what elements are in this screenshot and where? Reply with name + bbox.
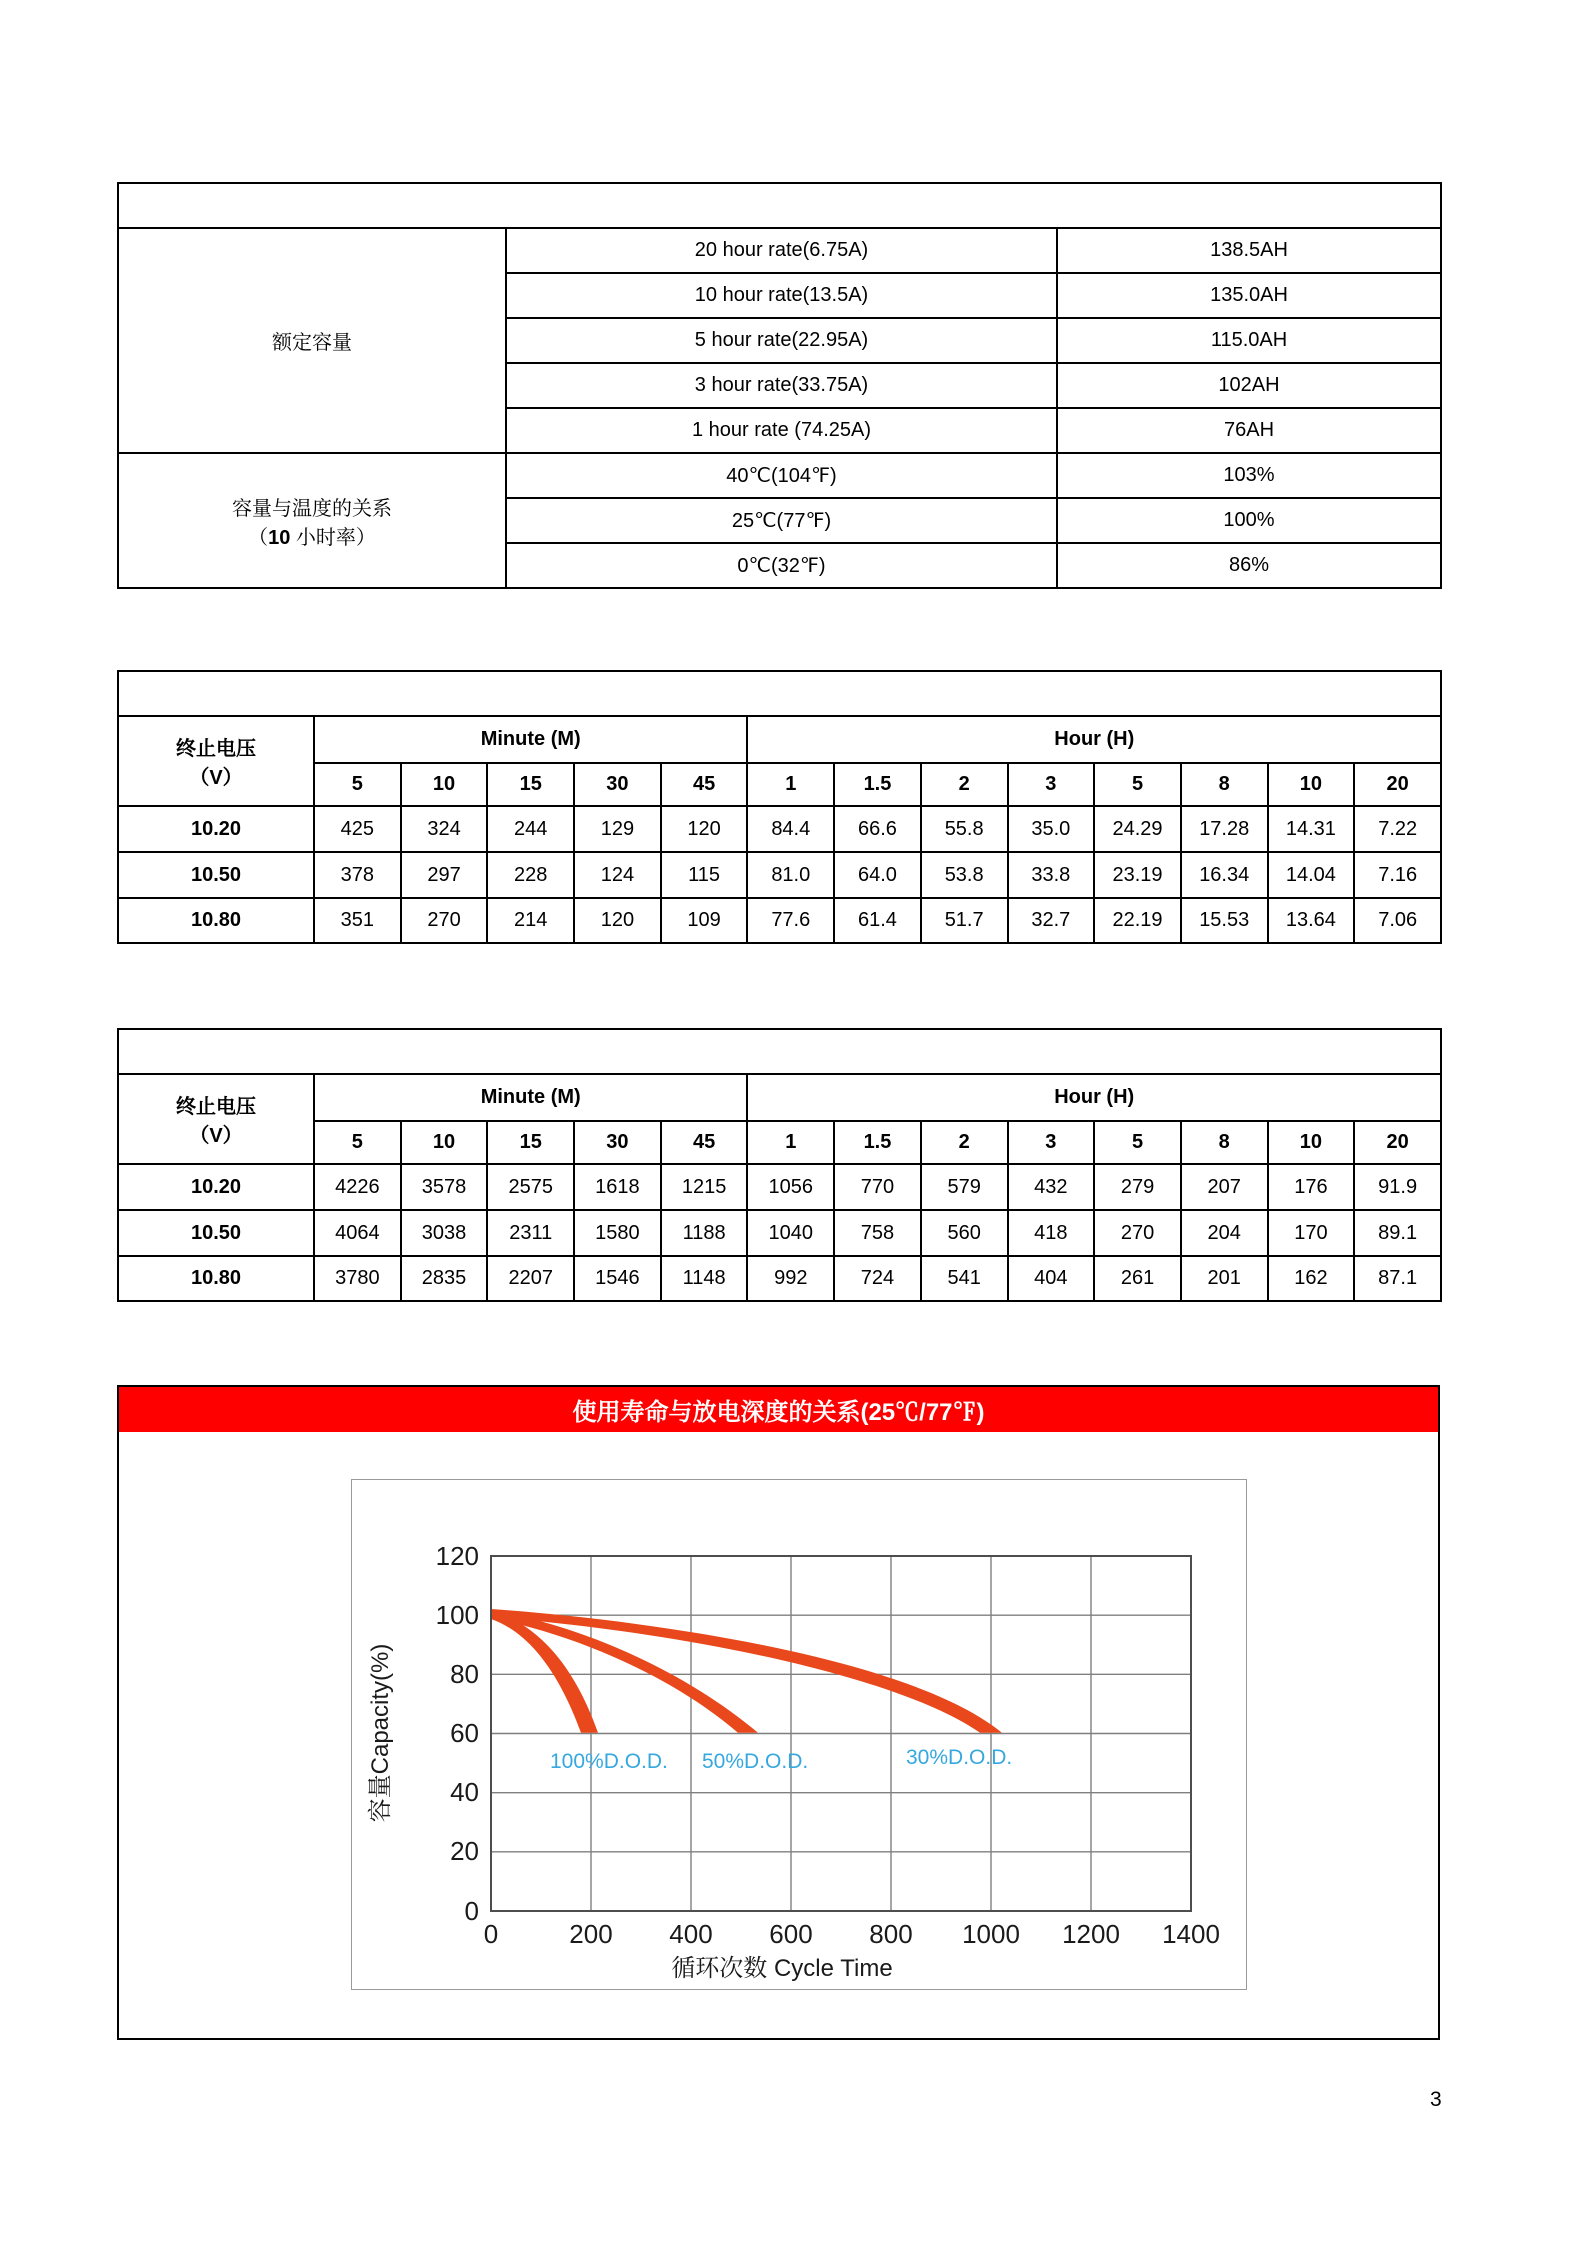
- constant-power-title: 恒功率放电数据表(Watt at 25℃): [118, 1029, 1441, 1074]
- value-cell: 279: [1094, 1164, 1181, 1210]
- voltage-cell: 10.20: [118, 806, 314, 852]
- x-tick: 1000: [962, 1919, 1020, 1949]
- y-tick: 80: [450, 1659, 479, 1689]
- tick-cell: 15: [487, 763, 574, 806]
- data-row: [118, 852, 1441, 898]
- value-cell: 14.04: [1268, 852, 1355, 898]
- tick-cell: 3: [1008, 1121, 1095, 1164]
- end-voltage-line2: （V）: [189, 767, 243, 789]
- dod-label-50: 50%D.O.D.: [702, 1750, 809, 1773]
- group-header-row: [118, 716, 1441, 763]
- value-cell: 1618: [574, 1164, 661, 1210]
- x-tick: 200: [569, 1919, 613, 1949]
- value-cell: 81.0: [747, 852, 834, 898]
- table-row: [118, 453, 1441, 498]
- tick-cell: 5: [314, 1121, 401, 1164]
- tick-cell: 10: [1268, 763, 1355, 806]
- value-cell: 7.22: [1354, 806, 1441, 852]
- tick-cell: 1.5: [834, 763, 921, 806]
- end-voltage-line1: 终止电压: [176, 1096, 256, 1118]
- value-cell: 7.16: [1354, 852, 1441, 898]
- rate-value: 76AH: [1057, 408, 1441, 453]
- temperature-relation-label: [118, 453, 506, 588]
- tick-cell: 20: [1354, 1121, 1441, 1164]
- hour-group-header: Hour (H): [747, 716, 1441, 763]
- end-voltage-corner: [118, 716, 314, 806]
- tick-cell: 2: [921, 763, 1008, 806]
- tick-cell: 45: [661, 763, 748, 806]
- rate-value: 138.5AH: [1057, 228, 1441, 273]
- tick-cell: 3: [1008, 763, 1095, 806]
- table-title-row: [118, 671, 1441, 716]
- group-header-row: [118, 1074, 1441, 1121]
- constant-power-section: [117, 1028, 1440, 1302]
- value-cell: 87.1: [1354, 1256, 1441, 1301]
- value-cell: 23.19: [1094, 852, 1181, 898]
- constant-current-section: [117, 670, 1440, 944]
- value-cell: 61.4: [834, 898, 921, 943]
- tick-cell: 8: [1181, 1121, 1268, 1164]
- y-axis-ticks: [436, 1541, 479, 1926]
- rate-label: 20 hour rate(6.75A): [506, 228, 1057, 273]
- constant-current-table: [117, 670, 1442, 944]
- value-cell: 16.34: [1181, 852, 1268, 898]
- value-cell: 351: [314, 898, 401, 943]
- y-tick: 20: [450, 1836, 479, 1866]
- value-cell: 2207: [487, 1256, 574, 1301]
- value-cell: 35.0: [1008, 806, 1095, 852]
- value-cell: 418: [1008, 1210, 1095, 1256]
- x-tick: 800: [869, 1919, 913, 1949]
- cycle-life-section: [117, 1385, 1440, 2040]
- value-cell: 560: [921, 1210, 1008, 1256]
- value-cell: 201: [1181, 1256, 1268, 1301]
- temperature-value: 103%: [1057, 453, 1441, 498]
- tick-cell: 20: [1354, 763, 1441, 806]
- voltage-cell: 10.20: [118, 1164, 314, 1210]
- minute-group-header: Minute (M): [314, 1074, 747, 1121]
- chart-grid: [491, 1556, 1191, 1911]
- temperature-relation-line1: 容量与温度的关系: [232, 497, 392, 520]
- data-row: [118, 1164, 1441, 1210]
- value-cell: 244: [487, 806, 574, 852]
- cycle-life-chart-panel: [351, 1479, 1247, 1990]
- constant-current-title: 恒流放电数据表( Amperes at 25℃): [118, 671, 1441, 716]
- value-cell: 115: [661, 852, 748, 898]
- rate-value: 102AH: [1057, 363, 1441, 408]
- tick-cell: 10: [1268, 1121, 1355, 1164]
- table-row: [118, 228, 1441, 273]
- value-cell: 51.7: [921, 898, 1008, 943]
- battery-performance-title: 电池性能: [118, 183, 1441, 228]
- value-cell: 1148: [661, 1256, 748, 1301]
- tick-cell: 1: [747, 1121, 834, 1164]
- value-cell: 404: [1008, 1256, 1095, 1301]
- page-number: 3: [1430, 2088, 1442, 2111]
- value-cell: 3038: [401, 1210, 488, 1256]
- dod-label-30: 30%D.O.D.: [906, 1746, 1013, 1769]
- y-tick: 40: [450, 1777, 479, 1807]
- tick-cell: 10: [401, 1121, 488, 1164]
- value-cell: 91.9: [1354, 1164, 1441, 1210]
- temperature-relation-rest: 小时率）: [290, 526, 376, 549]
- end-voltage-line1: 终止电压: [176, 738, 256, 760]
- value-cell: 124: [574, 852, 661, 898]
- value-cell: 1188: [661, 1210, 748, 1256]
- tick-cell: 1.5: [834, 1121, 921, 1164]
- temperature-value: 86%: [1057, 543, 1441, 588]
- value-cell: 15.53: [1181, 898, 1268, 943]
- value-cell: 17.28: [1181, 806, 1268, 852]
- value-cell: 120: [661, 806, 748, 852]
- y-tick: 100: [435, 1600, 479, 1630]
- value-cell: 2311: [487, 1210, 574, 1256]
- rate-label: 5 hour rate(22.95A): [506, 318, 1057, 363]
- value-cell: 1040: [747, 1210, 834, 1256]
- value-cell: 162: [1268, 1256, 1355, 1301]
- tick-header-row: [118, 763, 1441, 806]
- value-cell: 66.6: [834, 806, 921, 852]
- constant-power-table: [117, 1028, 1442, 1302]
- value-cell: 425: [314, 806, 401, 852]
- value-cell: 579: [921, 1164, 1008, 1210]
- y-axis-label: 容量Capacity(%): [367, 1643, 394, 1823]
- tick-cell: 8: [1181, 763, 1268, 806]
- tick-cell: 5: [1094, 763, 1181, 806]
- temperature-label: 25℃(77℉): [506, 498, 1057, 543]
- temperature-label: 40℃(104℉): [506, 453, 1057, 498]
- table-title-row: [118, 183, 1441, 228]
- data-row: [118, 898, 1441, 943]
- voltage-cell: 10.50: [118, 1210, 314, 1256]
- value-cell: 4226: [314, 1164, 401, 1210]
- value-cell: 207: [1181, 1164, 1268, 1210]
- value-cell: 432: [1008, 1164, 1095, 1210]
- dod-bands: [491, 1609, 1002, 1733]
- voltage-cell: 10.50: [118, 852, 314, 898]
- tick-cell: 10: [401, 763, 488, 806]
- rate-label: 1 hour rate (74.25A): [506, 408, 1057, 453]
- tick-cell: 5: [314, 763, 401, 806]
- value-cell: 724: [834, 1256, 921, 1301]
- data-row: [118, 806, 1441, 852]
- value-cell: 33.8: [1008, 852, 1095, 898]
- x-axis-ticks: [484, 1919, 1220, 1949]
- value-cell: 378: [314, 852, 401, 898]
- value-cell: 7.06: [1354, 898, 1441, 943]
- value-cell: 55.8: [921, 806, 1008, 852]
- rate-label: 3 hour rate(33.75A): [506, 363, 1057, 408]
- value-cell: 770: [834, 1164, 921, 1210]
- temperature-relation-bold: 10: [268, 526, 291, 549]
- value-cell: 53.8: [921, 852, 1008, 898]
- battery-performance-table: [117, 182, 1442, 589]
- table-title-row: [118, 1029, 1441, 1074]
- tick-cell: 15: [487, 1121, 574, 1164]
- value-cell: 228: [487, 852, 574, 898]
- x-tick: 600: [769, 1919, 813, 1949]
- value-cell: 1056: [747, 1164, 834, 1210]
- rate-label: 10 hour rate(13.5A): [506, 273, 1057, 318]
- value-cell: 176: [1268, 1164, 1355, 1210]
- tick-header-row: [118, 1121, 1441, 1164]
- value-cell: 13.64: [1268, 898, 1355, 943]
- x-tick: 1400: [1162, 1919, 1220, 1949]
- y-tick: 0: [464, 1896, 479, 1926]
- cycle-life-chart: [352, 1480, 1246, 1989]
- tick-cell: 1: [747, 763, 834, 806]
- x-tick: 400: [669, 1919, 713, 1949]
- value-cell: 109: [661, 898, 748, 943]
- battery-performance-section: [117, 182, 1440, 589]
- value-cell: 324: [401, 806, 488, 852]
- value-cell: 270: [1094, 1210, 1181, 1256]
- value-cell: 1580: [574, 1210, 661, 1256]
- temperature-label: 0℃(32℉): [506, 543, 1057, 588]
- rate-value: 135.0AH: [1057, 273, 1441, 318]
- value-cell: 14.31: [1268, 806, 1355, 852]
- cycle-life-title: 使用寿命与放电深度的关系(25℃/77℉): [119, 1387, 1438, 1432]
- rated-capacity-label: 额定容量: [118, 228, 506, 453]
- value-cell: 89.1: [1354, 1210, 1441, 1256]
- y-tick: 60: [450, 1718, 479, 1748]
- end-voltage-line2: （V）: [189, 1125, 243, 1147]
- value-cell: 270: [401, 898, 488, 943]
- value-cell: 170: [1268, 1210, 1355, 1256]
- value-cell: 84.4: [747, 806, 834, 852]
- y-tick: 120: [435, 1541, 479, 1571]
- temperature-value: 100%: [1057, 498, 1441, 543]
- temperature-relation-open: （: [248, 526, 269, 549]
- value-cell: 32.7: [1008, 898, 1095, 943]
- x-tick: 0: [483, 1919, 499, 1949]
- value-cell: 297: [401, 852, 488, 898]
- value-cell: 992: [747, 1256, 834, 1301]
- value-cell: 3780: [314, 1256, 401, 1301]
- value-cell: 77.6: [747, 898, 834, 943]
- voltage-cell: 10.80: [118, 898, 314, 943]
- value-cell: 758: [834, 1210, 921, 1256]
- value-cell: 120: [574, 898, 661, 943]
- value-cell: 129: [574, 806, 661, 852]
- tick-cell: 5: [1094, 1121, 1181, 1164]
- voltage-cell: 10.80: [118, 1256, 314, 1301]
- value-cell: 2575: [487, 1164, 574, 1210]
- value-cell: 24.29: [1094, 806, 1181, 852]
- tick-cell: 45: [661, 1121, 748, 1164]
- dod-label-100: 100%D.O.D.: [550, 1750, 668, 1773]
- hour-group-header: Hour (H): [747, 1074, 1441, 1121]
- tick-cell: 30: [574, 763, 661, 806]
- dod-labels: [550, 1746, 1012, 1773]
- value-cell: 64.0: [834, 852, 921, 898]
- minute-group-header: Minute (M): [314, 716, 747, 763]
- value-cell: 1546: [574, 1256, 661, 1301]
- value-cell: 2835: [401, 1256, 488, 1301]
- value-cell: 541: [921, 1256, 1008, 1301]
- tick-cell: 30: [574, 1121, 661, 1164]
- value-cell: 214: [487, 898, 574, 943]
- value-cell: 22.19: [1094, 898, 1181, 943]
- data-row: [118, 1210, 1441, 1256]
- end-voltage-corner: [118, 1074, 314, 1164]
- tick-cell: 2: [921, 1121, 1008, 1164]
- x-tick: 1200: [1062, 1919, 1120, 1949]
- value-cell: 261: [1094, 1256, 1181, 1301]
- value-cell: 3578: [401, 1164, 488, 1210]
- x-axis-label: 循环次数 Cycle Time: [671, 1955, 893, 1982]
- value-cell: 1215: [661, 1164, 748, 1210]
- value-cell: 4064: [314, 1210, 401, 1256]
- value-cell: 204: [1181, 1210, 1268, 1256]
- rate-value: 115.0AH: [1057, 318, 1441, 363]
- data-row: [118, 1256, 1441, 1301]
